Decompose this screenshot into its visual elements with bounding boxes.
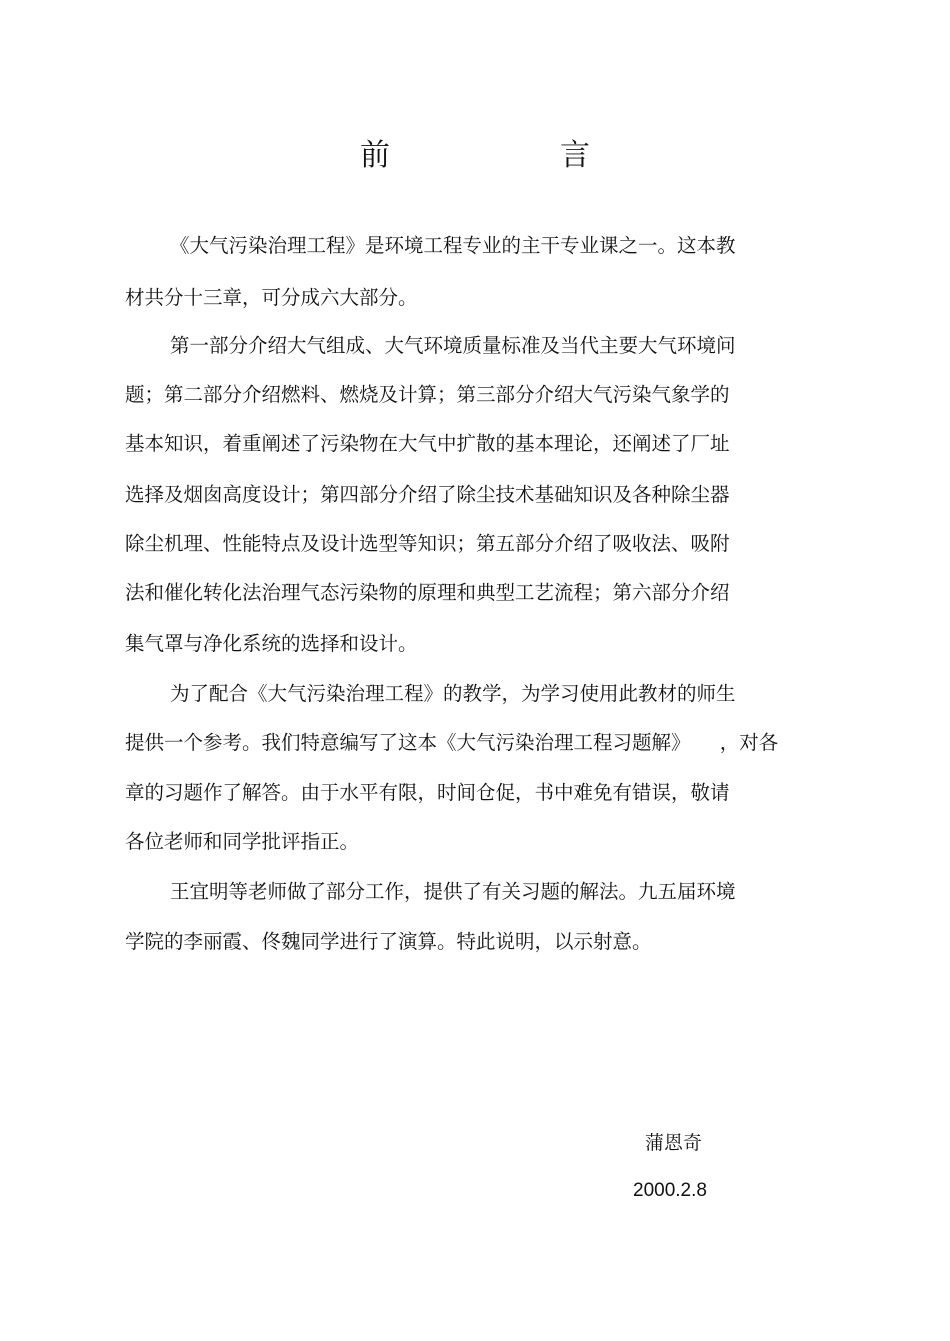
paragraph-line: 各位老师和同学批评指正。 bbox=[125, 830, 360, 853]
paragraph-line: 提供一个参考。我们特意编写了这本《大气污染治理工程习题解》 ，对各 bbox=[125, 731, 779, 754]
paragraph-line: 学院的李丽霞、佟魏同学进行了演算。特此说明，以示射意。 bbox=[125, 930, 652, 953]
paragraph-line: 为了配合《大气污染治理工程》的教学，为学习使用此教材的师生 bbox=[170, 682, 736, 705]
paragraph-line: 第一部分介绍大气组成、大气环境质量标准及当代主要大气环境问 bbox=[170, 334, 736, 357]
author-name: 蒲恩奇 bbox=[645, 1132, 703, 1154]
paragraph-line: 王宜明等老师做了部分工作，提供了有关习题的解法。九五届环境 bbox=[170, 880, 736, 903]
paragraph-line: 选择及烟囱高度设计；第四部分介绍了除尘技术基础知识及各种除尘器 bbox=[125, 483, 730, 506]
paragraph-line: 基本知识，着重阐述了污染物在大气中扩散的基本理论，还阐述了厂址 bbox=[125, 432, 730, 455]
paragraph-line: 章的习题作了解答。由于水平有限，时间仓促，书中难免有错误，敬请 bbox=[125, 781, 730, 804]
signature-date: 2000.2.8 bbox=[633, 1180, 707, 1201]
paragraph-line: 除尘机理、性能特点及设计选型等知识；第五部分介绍了吸收法、吸附 bbox=[125, 532, 730, 555]
paragraph-line: 《大气污染治理工程》是环境工程专业的主干专业课之一。这本教 bbox=[170, 234, 736, 257]
page-title: 前 言 bbox=[360, 138, 660, 173]
paragraph-line: 题；第二部分介绍燃料、燃烧及计算；第三部分介绍大气污染气象学的 bbox=[125, 383, 730, 406]
paragraph-line: 材共分十三章，可分成六大部分。 bbox=[125, 286, 418, 309]
paragraph-line: 法和催化转化法治理气态污染物的原理和典型工艺流程；第六部分介绍 bbox=[125, 581, 730, 604]
paragraph-line: 集气罩与净化系统的选择和设计。 bbox=[125, 632, 418, 655]
